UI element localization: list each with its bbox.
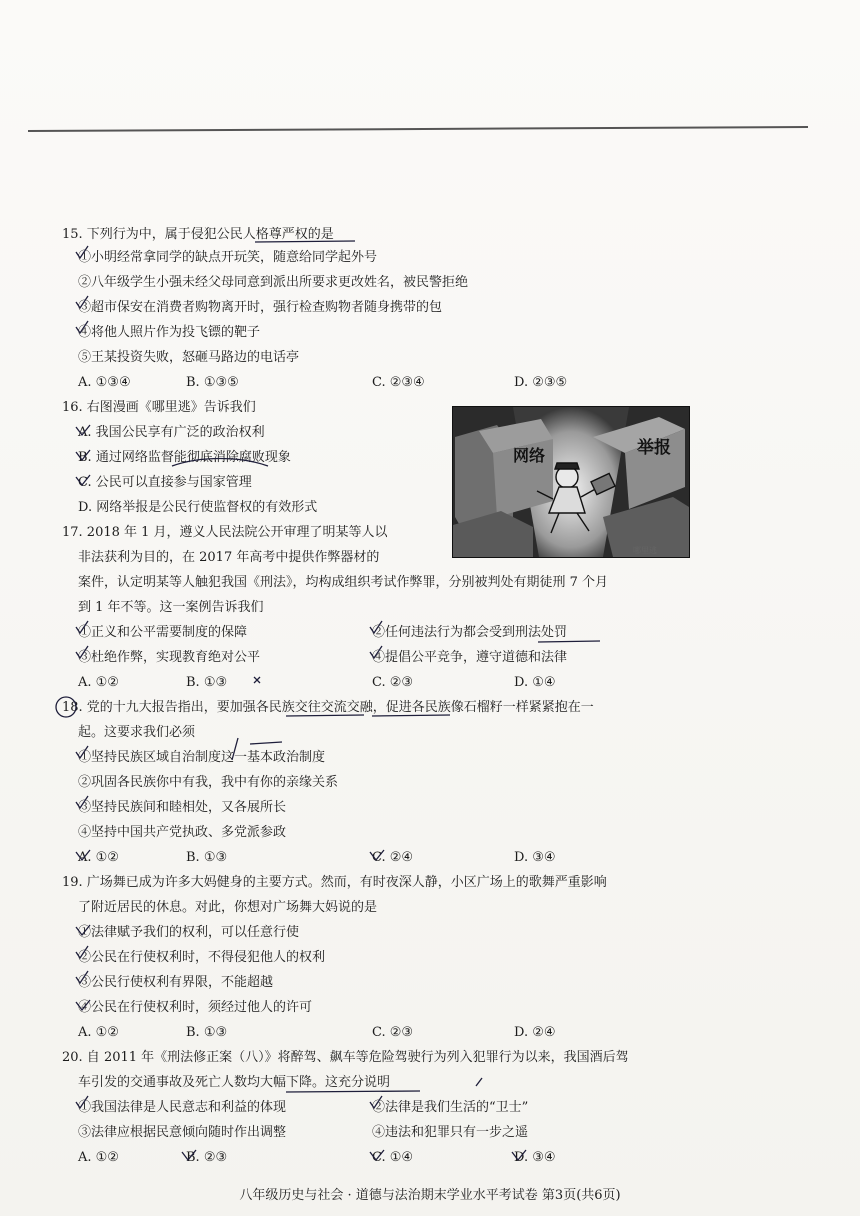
cross-mark — [370, 1150, 384, 1160]
underline-mark — [286, 1091, 420, 1092]
check-mark — [370, 1096, 382, 1108]
q15-item: ③超市保安在消费者购物离开时，强行检查购物者随身携带的包 — [78, 300, 443, 315]
q17-answer-b: B. ①③ — [186, 675, 228, 690]
q16-option-b: B. 通过网络监督能彻底消除腐败现象 — [78, 450, 291, 465]
q19-item: ③公民行使权利有界限，不能超越 — [78, 975, 274, 990]
check-mark — [76, 621, 88, 633]
q17-stem: 17. 2018 年 1 月，遵义人民法院公开审理了明某等人以 — [62, 525, 388, 540]
q17-item: ①正义和公平需要制度的保障 — [78, 625, 248, 640]
cross-mark — [76, 850, 90, 860]
q20-answer-d: D. ③④ — [514, 1150, 556, 1165]
check-mark — [76, 971, 88, 983]
q19-stem: 了附近居民的休息。对此，你想对广场舞大妈说的是 — [78, 900, 378, 915]
check-mark — [76, 246, 88, 258]
q18-item: ③坚持民族间和睦相处，又各展所长 — [78, 800, 287, 815]
cross-mark — [76, 1000, 90, 1010]
q16-option-a: A. 我国公民享有广泛的政治权利 — [78, 425, 265, 440]
q15-stem: 15. 下列行为中，属于侵犯公民人格尊严权的是 — [62, 227, 334, 242]
q15-item: ⑤王某投资失败，怒砸马路边的电话亭 — [78, 350, 300, 365]
q20-answer-c: C. ①④ — [372, 1150, 414, 1165]
q20-stem: 车引发的交通事故及死亡人数均大幅下降。这充分说明 — [78, 1075, 391, 1090]
check-mark — [76, 746, 88, 758]
cross-mark — [182, 1150, 196, 1160]
q19-answer-a: A. ①② — [78, 1025, 119, 1040]
q15-answer-b: B. ①③⑤ — [186, 375, 239, 390]
q20-item: ④违法和犯罪只有一步之遥 — [372, 1125, 529, 1140]
q17-answer-c: C. ②③ — [372, 675, 414, 690]
underline-mark — [286, 715, 364, 716]
check-mark — [76, 1096, 88, 1108]
q16-option-d: D. 网络举报是公民行使监督权的有效形式 — [78, 500, 318, 515]
check-mark — [370, 621, 382, 633]
check-mark — [76, 796, 88, 808]
q20-answer-a: A. ①② — [78, 1150, 119, 1165]
q15-answer-c: C. ②③④ — [372, 375, 425, 390]
q19-answer-b: B. ①③ — [186, 1025, 228, 1040]
q19-stem: 19. 广场舞已成为许多大妈健身的主要方式。然而，有时夜深人静，小区广场上的歌舞严重影响 — [62, 875, 607, 890]
scribble-mark — [232, 738, 282, 760]
q18-answer-c: C. ②④ — [372, 850, 414, 865]
q17-item: ④提倡公平竞争，遵守道德和法律 — [372, 650, 568, 665]
check-mark — [76, 646, 88, 658]
q18-item: ④坚持中国共产党执政、多党派参政 — [78, 825, 287, 840]
q17-answer-a: A. ①② — [78, 675, 119, 690]
check-mark — [370, 646, 382, 658]
q18-item: ②巩固各民族你中有我，我中有你的亲缘关系 — [78, 775, 339, 790]
q15-item: ②八年级学生小强未经父母同意到派出所要求更改姓名，被民警拒绝 — [78, 275, 469, 290]
q19-item: ②公民在行使权利时，不得侵犯他人的权利 — [78, 950, 326, 965]
q15-answer-a: A. ①③④ — [78, 375, 131, 390]
circle-mark — [56, 697, 76, 717]
q17-item: ②任何违法行为都会受到刑法处罚 — [372, 625, 568, 640]
q18-answer-d: D. ③④ — [514, 850, 556, 865]
cross-mark — [254, 677, 260, 683]
q18-stem: 起。这要求我们必须 — [78, 725, 196, 740]
q15-answer-d: D. ②③⑤ — [514, 375, 568, 390]
underline-mark — [538, 641, 600, 642]
q17-item: ③杜绝作弊，实现教育绝对公平 — [78, 650, 261, 665]
q20-answer-b: B. ②③ — [186, 1150, 228, 1165]
q20-item: ②法律是我们生活的“卫士” — [372, 1100, 529, 1115]
check-mark — [76, 946, 88, 958]
q16-stem: 16. 右图漫画《哪里逃》告诉我们 — [62, 400, 256, 415]
q15-item: ①小明经常拿同学的缺点开玩笑，随意给同学起外号 — [78, 250, 378, 265]
q17-stem: 非法获利为目的，在 2017 年高考中提供作弊器材的 — [78, 550, 380, 565]
q17-answer-d: D. ①④ — [514, 675, 556, 690]
q18-stem: 18. 党的十九大报告指出，要加强各民族交往交流交融，促进各民族像石榴籽一样紧紧抱在一 — [62, 700, 594, 715]
page-footer: 八年级历史与社会 · 道德与法治期末学业水平考试卷 第3页(共6页) — [239, 1188, 621, 1203]
cross-mark — [370, 850, 384, 860]
cross-mark — [76, 450, 90, 460]
q18-item: ①坚持民族区域自治制度这一基本政治制度 — [78, 750, 326, 765]
q19-answer-c: C. ②③ — [372, 1025, 414, 1040]
q19-item: ④公民在行使权利时，须经过他人的许可 — [78, 1000, 313, 1015]
q18-answer-a: A. ①② — [78, 850, 119, 865]
q19-item: ①法律赋予我们的权利，可以任意行使 — [78, 925, 300, 940]
q18-answer-b: B. ①③ — [186, 850, 228, 865]
q20-stem: 20. 自 2011 年《刑法修正案（八）》将醉驾、飙车等危险驾驶行为列入犯罪行为以来，我国酒后驾 — [62, 1050, 629, 1065]
cross-mark — [76, 425, 90, 435]
circle-mark — [172, 459, 268, 467]
cartoon-sign-right: 举报 — [637, 438, 671, 458]
cross-mark — [76, 925, 90, 935]
q15-item: ④将他人照片作为投飞镖的靶子 — [78, 325, 261, 340]
check-mark — [76, 321, 88, 333]
pen-stroke — [476, 1078, 482, 1086]
q20-item: ③法律应根据民意倾向随时作出调整 — [78, 1125, 287, 1140]
q17-stem: 到 1 年不等。这一案例告诉我们 — [78, 600, 264, 615]
cartoon-sign-left: 网络 — [513, 446, 546, 465]
q16-option-c: C. 公民可以直接参与国家管理 — [78, 475, 252, 490]
q19-answer-d: D. ②④ — [514, 1025, 556, 1040]
underline-mark — [255, 241, 355, 242]
cross-mark — [512, 1150, 526, 1160]
underline-mark — [372, 715, 450, 716]
check-mark — [76, 296, 88, 308]
cross-mark — [76, 475, 90, 485]
cartoon-caption: 哪里逃 — [633, 546, 657, 555]
q20-item: ①我国法律是人民意志和利益的体现 — [78, 1100, 287, 1115]
q17-stem: 案件，认定明某等人触犯我国《刑法》，均构成组织考试作弊罪，分别被判处有期徒刑 7 个月 — [78, 575, 609, 590]
